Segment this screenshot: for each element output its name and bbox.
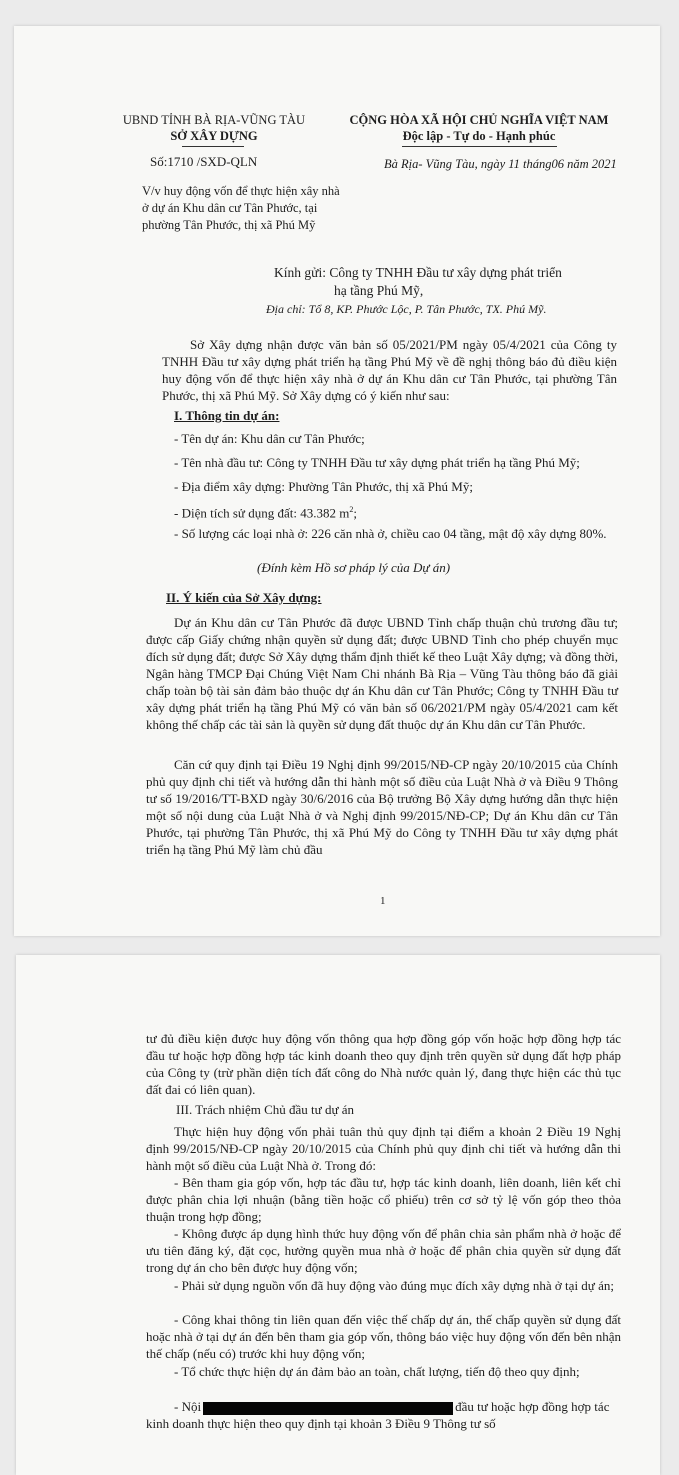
intro-paragraph: Sở Xây dựng nhận được văn bản số 05/2021/PM ngày 05/4/2021 của Công ty TNHH Đầu tư xây dựng phát triển hạ tầng Phú Mỹ về đề nghị thông báo đủ điều kiện huy động vốn để thực hiện xây nhà ở dự án Khu dân cư Tân Phước, tại phường Tân Phước, thị xã Phú Mỹ. Sở Xây dựng có ý kiến như sau:	[162, 337, 617, 403]
info-item-investor: - Tên nhà đầu tư: Công ty TNHH Đầu tư xây dựng phát triển hạ tầng Phú Mỹ;	[174, 455, 580, 470]
document-subject: V/v huy động vốn để thực hiện xây nhà ở dự án Khu dân cư Tân Phước, tại phường Tân Phước, thị xã Phú Mỹ	[142, 184, 340, 232]
document-date: Bà Rịa- Vũng Tàu, ngày 11 tháng06 năm 2021	[384, 157, 617, 171]
info-item-location: - Địa điểm xây dựng: Phường Tân Phước, thị xã Phú Mỹ;	[174, 479, 473, 494]
recipient-line-1: Kính gửi: Công ty TNHH Đầu tư xây dựng phát triển	[274, 265, 562, 280]
obligation-item-contract	[146, 1398, 621, 1432]
obligation-item-disclosure: - Công khai thông tin liên quan đến việc thế chấp dự án, thế chấp quyền sử dụng đất hoặc nhà ở tại dự án đến bên tham gia góp vốn, thông báo việc huy động vốn đến bên nhận thế chấp (nếu có) trước khi huy động vốn;	[146, 1312, 621, 1361]
page-number: 1	[380, 895, 386, 907]
info-item-land-area	[174, 501, 357, 521]
issuer-underline	[182, 146, 244, 147]
national-motto: Độc lập - Tự do - Hạnh phúc	[402, 129, 556, 143]
recipient-address: Địa chỉ: Tổ 8, KP. Phước Lộc, P. Tân Phước, TX. Phú Mỹ.	[266, 302, 547, 316]
section-3-paragraph: Thực hiện huy động vốn phải tuân thủ quy định tại điểm a khoản 2 Điều 19 Nghị định 99/2015/NĐ-CP ngày 20/10/2015 của Chính phủ quy định chi tiết và hướng dẫn thi hành một số điều của Luật Nhà ở. Trong đó:	[146, 1124, 621, 1173]
continuation-paragraph: tư đủ điều kiện được huy động vốn thông qua hợp đồng góp vốn hoặc hợp đồng hợp tác đầu tư hoặc hợp đồng hợp tác kinh doanh theo quy định trên quyền sử dụng đất hợp pháp của Công ty (trừ phần diện tích đất công do Nhà nước quản lý, đang thực hiện các thủ tục đất đai có liên quan).	[146, 1031, 621, 1097]
document-page-2	[16, 955, 660, 1475]
land-area-end: ;	[353, 505, 357, 521]
info-item-houses: - Số lượng các loại nhà ở: 226 căn nhà ở, chiều cao 04 tầng, mật độ xây dựng 80%.	[174, 526, 607, 541]
recipient-line-2: hạ tầng Phú Mỹ,	[334, 283, 424, 298]
national-title: CỘNG HÒA XÃ HỘI CHỦ NGHĨA VIỆT NAM	[349, 113, 609, 127]
obligation-item-profit-sharing: - Bên tham gia góp vốn, hợp tác đầu tư, hợp tác kinh doanh, liên doanh, liên kết chỉ được phân chia lợi nhuận (bằng tiền hoặc cổ phiếu) trên cơ sở tỷ lệ vốn góp theo thỏa thuận trong hợp đồng;	[146, 1175, 621, 1224]
national-header	[314, 112, 644, 144]
section-2-paragraph-1: Dự án Khu dân cư Tân Phước đã được UBND Tỉnh chấp thuận chủ trương đầu tư; được cấp Giấy chứng nhận quyền sử dụng đất; được UBND Tỉnh cho phép chuyển mục đích sử dụng đất; được Sở Xây dựng thẩm định thiết kế theo Luật Xây dựng; và đồng thời, Ngân hàng TMCP Đại Chúng Việt Nam Chi nhánh Bà Rịa – Vũng Tàu thông báo đã giải chấp toàn bộ tài sản đảm bảo thuộc dự án Khu dân cư Tân Phước; Công ty TNHH Đầu tư xây dựng phát triển hạ tầng Phú Mỹ có văn bản số 06/2021/PM ngày 05/4/2021 cam kết không thế chấp các tài sản là quyền sử dụng đất thuộc dự án Khu dân cư Tân Phước.	[146, 615, 618, 732]
issuer-province: UBND TỈNH BÀ RỊA-VŨNG TÀU	[122, 113, 306, 127]
redaction-bar	[203, 1402, 453, 1415]
obligation-item-safety: - Tổ chức thực hiện dự án đảm bảo an toàn, chất lượng, tiến độ theo quy định;	[174, 1364, 580, 1379]
land-area-unit-sup: 2	[349, 505, 354, 514]
land-area-text: - Diện tích sử dụng đất: 43.382 m	[174, 505, 350, 521]
obligation-item-no-product-split: - Không được áp dụng hình thức huy động vốn để phân chia sản phẩm nhà ở hoặc để ưu tiên đăng ký, đặt cọc, hưởng quyền mua nhà ở hoặc để phân chia quyền sử dụng đất trong dự án cho bên được huy động vốn;	[146, 1226, 621, 1275]
section-1-title: I. Thông tin dự án:	[174, 408, 280, 423]
document-number: Số:1710 /SXD-QLN	[150, 154, 258, 169]
recipient-block	[274, 264, 634, 300]
issuer-block	[114, 112, 314, 144]
section-2-title: II. Ý kiến của Sở Xây dựng:	[166, 590, 322, 605]
section-3-title: III. Trách nhiệm Chủ đầu tư dự án	[176, 1102, 355, 1117]
info-item-project-name: - Tên dự án: Khu dân cư Tân Phước;	[174, 431, 365, 446]
contract-item-end: đầu tư hoặc hợp đồng hợp tác kinh doanh thực hiện theo quy định tại khoản 3 Điều 9 Thông tư số	[146, 1399, 610, 1431]
motto-underline	[402, 146, 557, 147]
document-page-1	[14, 26, 660, 936]
issuer-department: SỞ XÂY DỰNG	[170, 129, 258, 143]
contract-item-start: - Nội	[174, 1399, 202, 1414]
section-2-paragraph-2: Căn cứ quy định tại Điều 19 Nghị định 99/2015/NĐ-CP ngày 20/10/2015 của Chính phủ quy định chi tiết và hướng dẫn thi hành một số điều của Luật Nhà ở và Điều 9 Thông tư số 19/2016/TT-BXD ngày 30/6/2016 của Bộ trưởng Bộ Xây dựng hướng dẫn thực hiện một số nội dung của Luật Nhà ở và Nghị định 99/2015/NĐ-CP; Dự án Khu dân cư Tân Phước, tại phường Tân Phước, thị xã Phú Mỹ do Công ty TNHH Đầu tư xây dựng phát triển hạ tầng Phú Mỹ làm chủ đầu	[146, 757, 618, 857]
obligation-item-use-of-funds: - Phải sử dụng nguồn vốn đã huy động vào đúng mục đích xây dựng nhà ở tại dự án;	[174, 1278, 614, 1293]
attachment-note: (Đính kèm Hồ sơ pháp lý của Dự án)	[257, 560, 451, 575]
